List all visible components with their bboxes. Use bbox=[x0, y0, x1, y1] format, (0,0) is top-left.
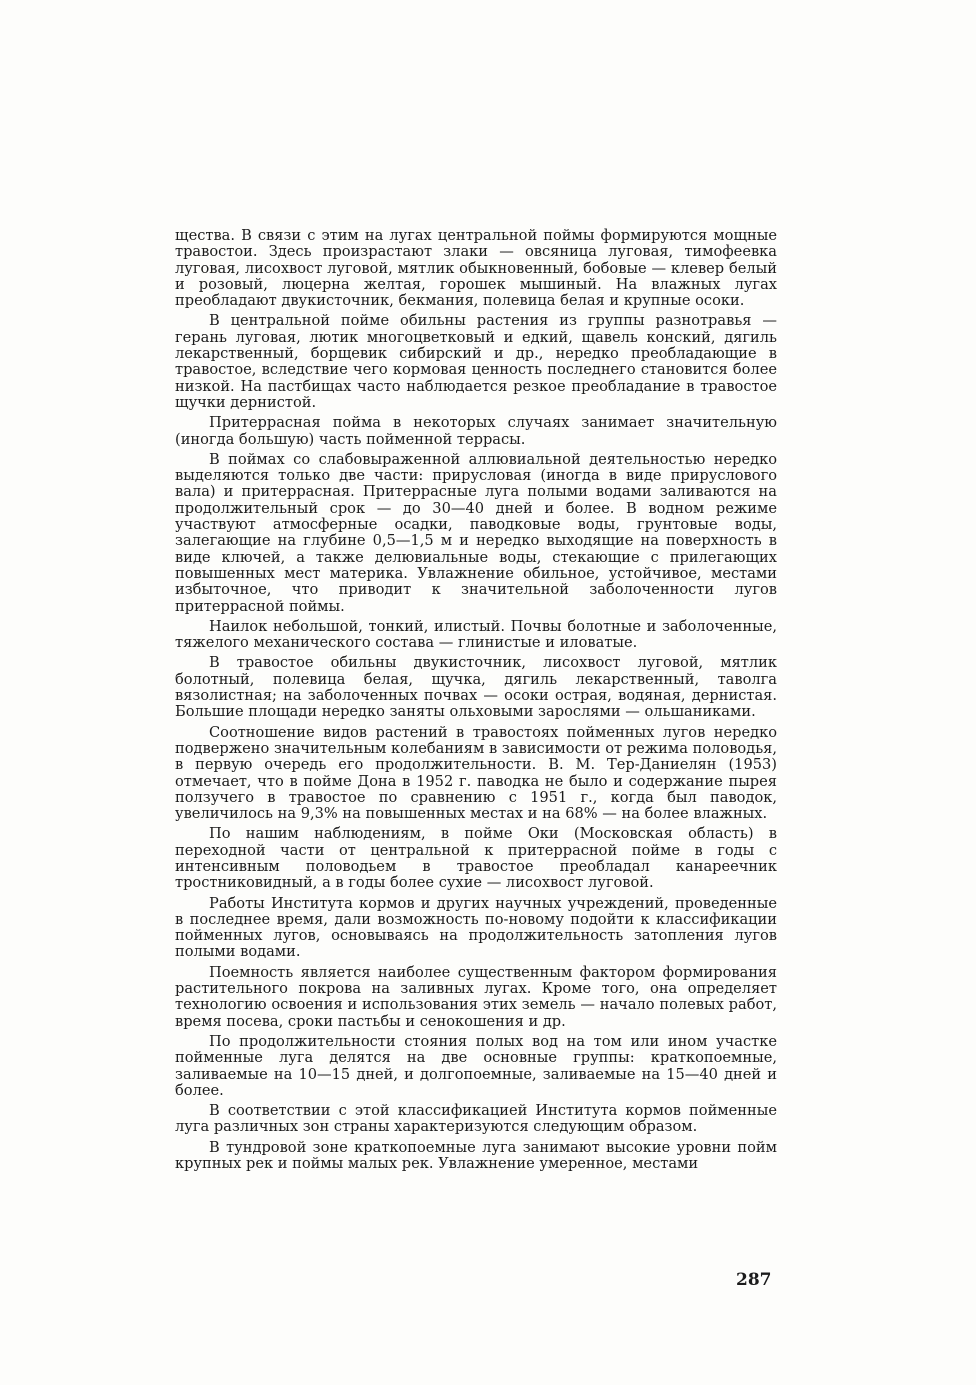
paragraph-3: Притеррасная пойма в некоторых случаях занимает значительную (иногда большую) часть пойменной террасы. bbox=[175, 414, 777, 448]
paragraph-10: Поемность является наиболее существенным фактором формирования растительного покрова на заливных лугах. Кроме того, она определяет технологию освоения и использования этих земель — начало полевых работ, время посева, сроки пастьбы и сенокошения и др. bbox=[175, 963, 777, 1030]
paragraph-8: По нашим наблюдениям, в пойме Оки (Московская область) в переходной части от центральной к притеррасной пойме в годы с интенсивным половодьем в травостое преобладал канареечник тростниковидный, а в годы более сухие — лисохвост луговой. bbox=[175, 825, 777, 892]
paragraph-2: В центральной пойме обильны растения из группы разнотравья — герань луговая, лютик многоцветковый и едкий, щавель конский, дягиль лекарственный, борщевик сибирский и др., нередко преобладающие в травостое, вследствие чего кормовая ценность последнего становится более низкой. На пастбищах часто наблюдается резкое преобладание в травостое щучки дернистой. bbox=[175, 312, 777, 411]
paragraph-12: В соответствии с этой классификацией Института кормов пойменные луга различных зон страны характеризуются следующим образом. bbox=[175, 1102, 777, 1136]
paragraph-4: В поймах со слабовыраженной аллювиальной деятельностью нередко выделяются только две части: прирусловая (иногда в виде прируслового вала) и притеррасная. Притеррасные луга полыми водами заливаются на продолжительный срок — до 30—40 дней и более. В водном режиме участвуют атмосферные осадки, паводковые воды, грунтовые воды, залегающие на глубине 0,5—1,5 м и нередко выходящие на поверхность в виде ключей, а также делювиальные воды, стекающие с прилегающих повышенных мест материка. Увлажнение обильное, устойчивое, местами избыточное, что приводит к значительной заболоченности лугов притеррасной поймы. bbox=[175, 450, 777, 615]
paragraph-1: щества. В связи с этим на лугах центральной поймы формируются мощные травостои. Здесь произрастают злаки — овсяница луговая, тимофеевка луговая, лисохвост луговой, мятлик обыкновенный, бобовые — клевер белый и розовый, люцерна желтая, горошек мышиный. На влажных лугах преобладают двукисточник, бекмания, полевица белая и крупные осоки. bbox=[175, 227, 777, 310]
paragraph-7: Соотношение видов растений в травостоях пойменных лугов нередко подвержено значительным колебаниям в зависимости от режима половодья, в первую очередь его продолжительности. В. М. Тер-Даниелян (1953) отмечает, что в пойме Дона в 1952 г. паводка не было и содержание пырея ползучего в травостое по сравнению с 1951 г., когда был паводок, увеличилось на 9,3% на повышенных местах и на 68% — на более влажных. bbox=[175, 723, 777, 823]
paragraph-11: По продолжительности стояния полых вод на том или ином участке пойменные луга делятся на две основные группы: краткопоемные, заливаемые на 10—15 дней, и долгопоемные, заливаемые на 15—40 дней и более. bbox=[175, 1032, 777, 1099]
page-number: 287 bbox=[736, 1270, 772, 1290]
body-text bbox=[175, 228, 777, 1176]
paragraph-9: Работы Института кормов и других научных учреждений, проведенные в последнее время, дали возможность по-новому подойти к классификации пойменных лугов, основываясь на продолжительность затопления лугов полыми водами. bbox=[175, 894, 777, 961]
paragraph-13: В тундровой зоне краткопоемные луга занимают высокие уровни пойм крупных рек и поймы малых рек. Увлажнение умеренное, местами bbox=[175, 1138, 777, 1173]
paragraph-6: В травостое обильны двукисточник, лисохвост луговой, мятлик болотный, полевица белая, щучка, дягиль лекарственный, таволга вязолистная; на заболоченных почвах — осоки острая, водяная, дернистая. Большие площади нередко заняты ольховыми зарослями — ольшаниками. bbox=[175, 654, 777, 721]
paragraph-5: Наилок небольшой, тонкий, илистый. Почвы болотные и заболоченные, тяжелого механического состава — глинистые и иловатые. bbox=[175, 617, 777, 652]
